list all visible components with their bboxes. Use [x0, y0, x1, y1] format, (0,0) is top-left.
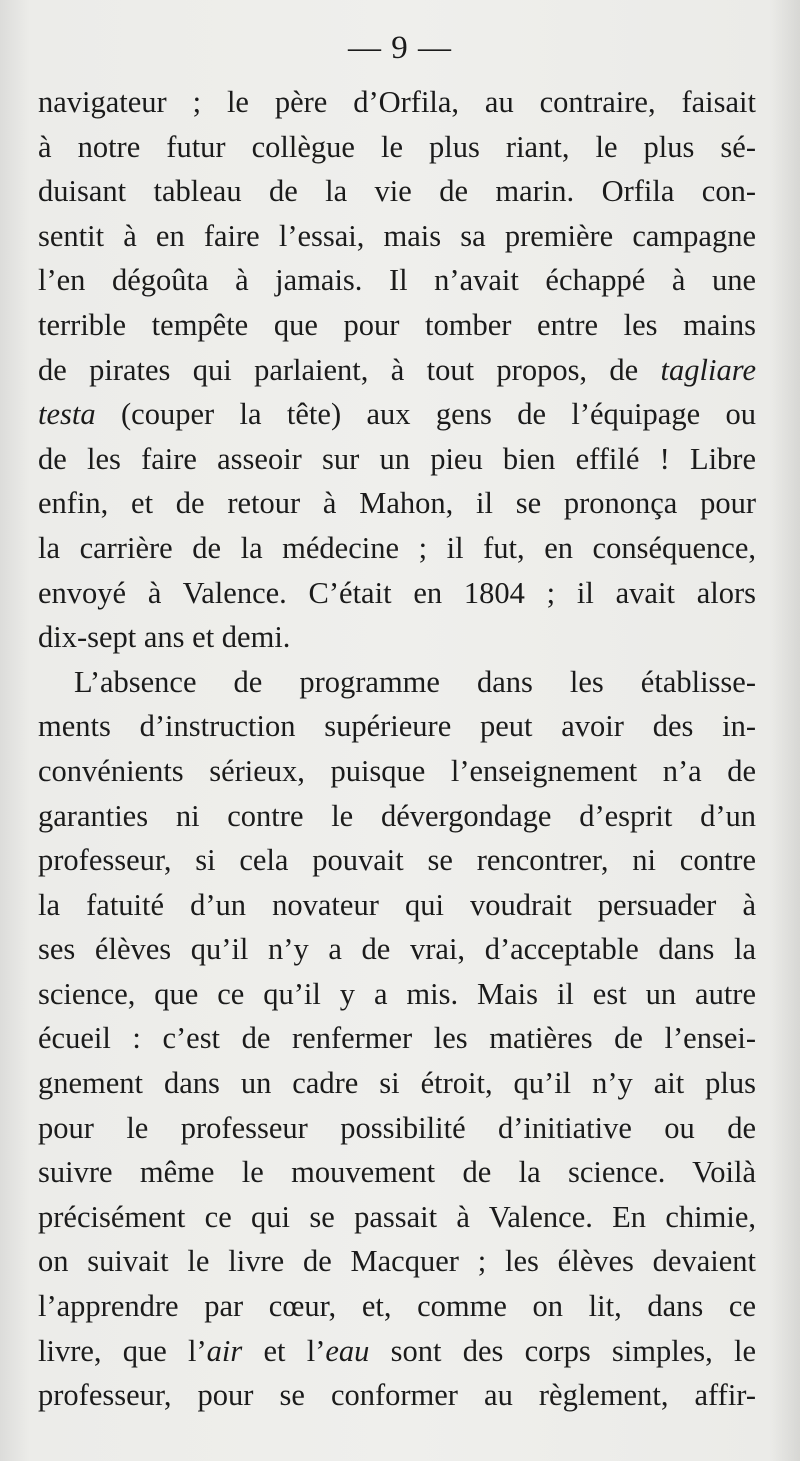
text-line-5: l’en dégoûta à jamais. Il n’avait échappé à une	[38, 263, 756, 298]
text-line-18: professeur, si cela pouvait se rencontrer, ni contre	[38, 843, 756, 878]
text-line-4: sentit à en faire l’essai, mais sa première campagne	[38, 218, 756, 253]
text-line-22: écueil : c’est de renfermer les matières de l’ensei-	[38, 1021, 756, 1056]
text-line-14: L’absence de programme dans les établisse-	[74, 664, 756, 699]
text-line-11: la carrière de la médecine ; il fut, en conséquence,	[38, 530, 756, 565]
text-line-1: navigateur ; le père d’Orfila, au contraire, faisait	[38, 85, 756, 119]
text-line-3: duisant tableau de la vie de marin. Orfila con-	[38, 174, 756, 209]
text-line-26: précisément ce qui se passait à Valence. En chimie,	[38, 1199, 756, 1234]
text-line-27: on suivait le livre de Macquer ; les élèves devaient	[38, 1244, 756, 1279]
italic-text-run: air	[206, 1333, 243, 1368]
text-line-21: science, que ce qu’il y a mis. Mais il est un autre	[38, 976, 756, 1011]
text-line-23: gnement dans un cadre si étroit, qu’il n’y ait plus	[38, 1066, 756, 1101]
text-line-24: pour le professeur possibilité d’initiative ou de	[38, 1110, 756, 1145]
page-number: — 9 —	[348, 30, 452, 66]
text-line-7	[38, 348, 756, 393]
text-line-9: de les faire asseoir sur un pieu bien effilé ! Libre	[38, 441, 756, 476]
text-run: sont des corps simples, le	[369, 1333, 756, 1368]
text-line-30: professeur, pour se conformer au règlement, affir-	[38, 1378, 756, 1413]
text-line-15: ments d’instruction supérieure peut avoir des in-	[38, 709, 756, 744]
text-line-8	[38, 392, 756, 437]
text-line-16: convénients sérieux, puisque l’enseignement n’a de	[38, 753, 756, 788]
text-line-13: dix-sept ans et demi.	[38, 620, 291, 655]
text-run: et l’	[242, 1333, 326, 1368]
text-line-28: l’apprendre par cœur, et, comme on lit, dans ce	[38, 1289, 756, 1324]
text-line-10: enfin, et de retour à Mahon, il se prononça pour	[38, 486, 756, 521]
text-line-12: envoyé à Valence. C’était en 1804 ; il avait alors	[38, 575, 756, 610]
italic-text-run: tagliare	[660, 352, 756, 387]
text-line-2: à notre futur collègue le plus riant, le plus sé-	[38, 129, 756, 164]
text-line-6: terrible tempête que pour tomber entre les mains	[38, 307, 756, 342]
text-line-17: garanties ni contre le dévergondage d’esprit d’un	[38, 798, 756, 833]
text-run: livre, que l’	[38, 1333, 207, 1368]
text-line-29	[38, 1329, 756, 1374]
text-run: (couper la tête) aux gens de l’équipage ou	[95, 397, 756, 432]
text-line-20: ses élèves qu’il n’y a de vrai, d’acceptable dans la	[38, 932, 756, 967]
text-line-19: la fatuité d’un novateur qui voudrait persuader à	[38, 887, 756, 922]
italic-text-run: eau	[325, 1333, 370, 1368]
text-line-25: suivre même le mouvement de la science. Voilà	[38, 1155, 756, 1190]
text-run: de pirates qui parlaient, à tout propos, de	[38, 352, 661, 387]
body-text	[38, 80, 756, 1418]
italic-text-run: testa	[38, 397, 96, 432]
